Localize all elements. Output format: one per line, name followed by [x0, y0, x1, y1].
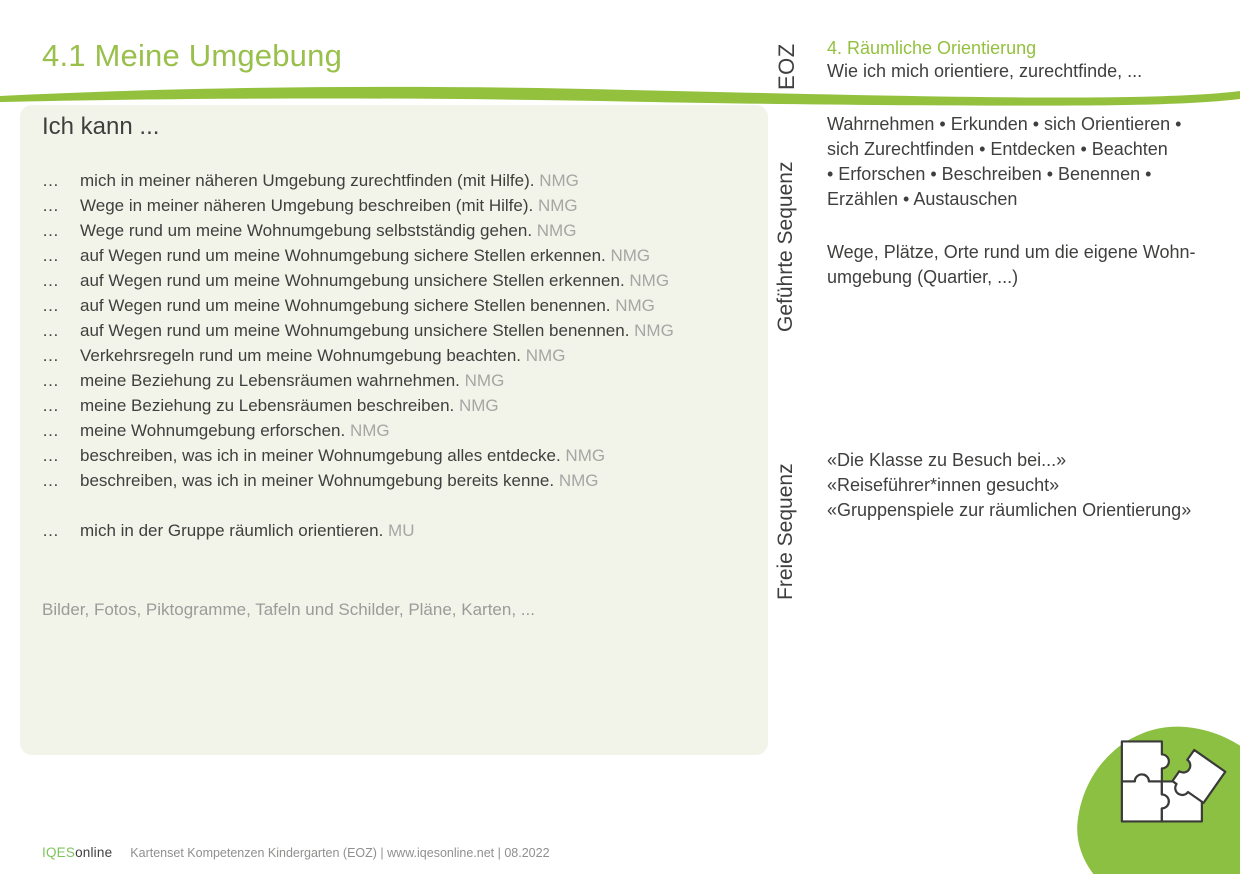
list-item [42, 193, 750, 218]
category-subtitle: Wie ich mich orientiere, zurechtfinde, ... [827, 61, 1143, 81]
item-text: beschreiben, was ich in meiner Wohnumgebung alles entdecke. NMG [80, 446, 606, 465]
subject-tag: NMG [565, 446, 606, 465]
list-item [42, 393, 750, 418]
item-ellipsis-prefix: … [42, 446, 59, 465]
item-ellipsis-prefix: … [42, 321, 59, 340]
iqes-logo-green: IQES [42, 845, 76, 860]
free-sequence-content [827, 448, 1231, 523]
competency-list [42, 168, 750, 543]
item-ellipsis-prefix: … [42, 521, 59, 540]
item-ellipsis-prefix: … [42, 196, 59, 215]
puzzle-logo-blob [1069, 717, 1240, 874]
subject-tag: NMG [536, 221, 577, 240]
section-label-guided-sequence: Geführte Sequenz [774, 161, 797, 332]
item-ellipsis-prefix: … [42, 221, 59, 240]
item-ellipsis-prefix: … [42, 346, 59, 365]
panel-heading: Ich kann ... [42, 113, 160, 140]
item-ellipsis-prefix: … [42, 296, 59, 315]
section-label-free-sequence: Freie Sequenz [774, 463, 797, 600]
list-item [42, 268, 750, 293]
list-item [42, 293, 750, 318]
item-text: auf Wegen rund um meine Wohnumgebung unsichere Stellen erkennen. NMG [80, 271, 670, 290]
footer-text: Kartenset Kompetenzen Kindergarten (EOZ) | www.iqesonline.net | 08.2022 [130, 846, 550, 860]
card-code-vertical: EOZ [774, 43, 799, 90]
item-text: Verkehrsregeln rund um meine Wohnumgebung beachten. NMG [80, 346, 566, 365]
ich-kann-panel [20, 105, 768, 755]
puzzle-pieces-icon [1092, 729, 1240, 874]
list-item [42, 518, 750, 543]
item-ellipsis-prefix: … [42, 396, 59, 415]
item-text: Wege in meiner näheren Umgebung beschreiben (mit Hilfe). NMG [80, 196, 578, 215]
list-item [42, 168, 750, 193]
page-title: 4.1 Meine Umgebung [42, 38, 343, 73]
guided-paragraph: Wege, Plätze, Orte rund um die eigene Wohn- umgebung (Quartier, ...) [827, 242, 1196, 287]
subject-tag: NMG [539, 171, 579, 190]
category-title: 4. Räumliche Orientierung [827, 38, 1037, 58]
list-item [42, 218, 750, 243]
footer [42, 845, 550, 860]
subject-tag: NMG [349, 421, 390, 440]
free-sequence-line: «Die Klasse zu Besuch bei...» [827, 450, 1067, 470]
item-text: mich in meiner näheren Umgebung zurechtfinden (mit Hilfe). NMG [80, 171, 579, 190]
iqes-logo-dark: online [75, 845, 113, 860]
list-item [42, 343, 750, 368]
subject-tag: NMG [629, 271, 670, 290]
free-sequence-line: «Reiseführer*innen gesucht» [827, 475, 1060, 495]
item-ellipsis-prefix: … [42, 371, 59, 390]
materials-line: Bilder, Fotos, Piktogramme, Tafeln und Schilder, Pläne, Karten, ... [42, 600, 535, 619]
list-item [42, 243, 750, 268]
subject-tag: NMG [558, 471, 599, 490]
item-text: auf Wegen rund um meine Wohnumgebung sichere Stellen erkennen. NMG [80, 246, 651, 265]
item-text: auf Wegen rund um meine Wohnumgebung unsichere Stellen benennen. NMG [80, 321, 674, 340]
item-ellipsis-prefix: … [42, 471, 59, 490]
free-sequence-line: «Gruppenspiele zur räumlichen Orientierung» [827, 500, 1192, 520]
subject-tag: NMG [634, 321, 674, 340]
subject-tag: MU [388, 521, 415, 540]
subject-tag: NMG [610, 246, 651, 265]
item-text: meine Wohnumgebung erforschen. NMG [80, 421, 390, 440]
list-item [42, 468, 750, 493]
list-item [42, 443, 750, 468]
iqes-logo [42, 845, 112, 860]
item-ellipsis-prefix: … [42, 246, 59, 265]
item-text: mich in der Gruppe räumlich orientieren. MU [80, 521, 415, 540]
item-ellipsis-prefix: … [42, 171, 59, 190]
subject-tag: NMG [458, 396, 499, 415]
subject-tag: NMG [615, 296, 655, 315]
header-right [827, 37, 1227, 83]
subject-tag: NMG [525, 346, 566, 365]
list-item [42, 418, 750, 443]
guided-paragraph: Wahrnehmen • Erkunden • sich Orientieren • sich Zurechtfinden • Entdecken • Beachten • Erforschen • Beschreiben • Benennen • Erzählen • Austauschen [827, 114, 1182, 209]
item-text: auf Wegen rund um meine Wohnumgebung sichere Stellen benennen. NMG [80, 296, 655, 315]
item-text: Wege rund um meine Wohnumgebung selbstständig gehen. NMG [80, 221, 577, 240]
item-ellipsis-prefix: … [42, 271, 59, 290]
item-text: meine Beziehung zu Lebensräumen beschreiben. NMG [80, 396, 499, 415]
subject-tag: NMG [537, 196, 578, 215]
list-item [42, 318, 750, 343]
item-text: beschreiben, was ich in meiner Wohnumgebung bereits kenne. NMG [80, 471, 599, 490]
list-item [42, 368, 750, 393]
item-ellipsis-prefix: … [42, 421, 59, 440]
subject-tag: NMG [464, 371, 505, 390]
guided-sequence-content [827, 112, 1231, 290]
item-text: meine Beziehung zu Lebensräumen wahrnehmen. NMG [80, 371, 505, 390]
